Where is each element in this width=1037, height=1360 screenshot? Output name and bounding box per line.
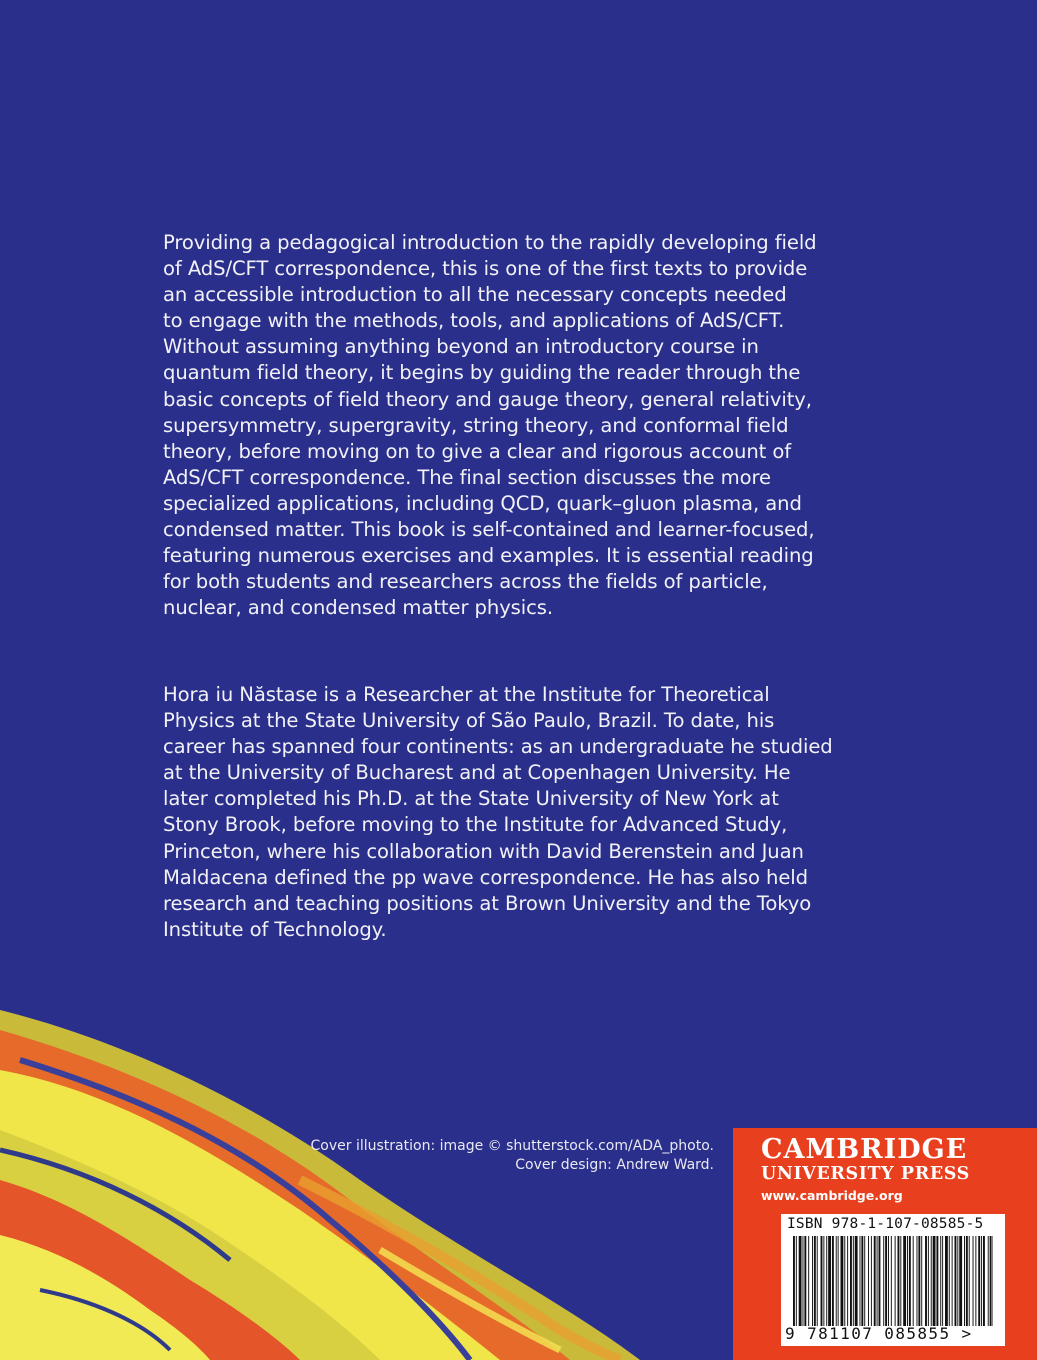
barcode-bar [817, 1236, 818, 1326]
book-description [163, 230, 863, 621]
barcode-bar [983, 1236, 985, 1326]
barcode-bar [959, 1236, 962, 1326]
design-credit: Cover design: Andrew Ward. [515, 1157, 714, 1173]
barcode-bar [988, 1236, 989, 1326]
barcode-bar [909, 1236, 911, 1326]
barcode-bar [969, 1236, 970, 1326]
description-line: of AdS/CFT correspondence, this is one of the first texts to provide [163, 257, 808, 281]
barcode-bar [900, 1236, 901, 1326]
bio-line: Stony Brook, before moving to the Institute for Advanced Study, [163, 813, 788, 837]
bio-line: Maldacena defined the pp wave correspondence. He has also held [163, 865, 808, 889]
description-line: Providing a pedagogical introduction to the rapidly developing field [163, 231, 817, 254]
barcode-bar [936, 1236, 938, 1326]
description-line: supersymmetry, supergravity, string theory, and conformal field [163, 413, 789, 437]
barcode-bar [928, 1236, 929, 1326]
barcode-bar [838, 1236, 839, 1326]
barcode-bar [871, 1236, 872, 1326]
barcode-bar [891, 1236, 892, 1326]
description-line: to engage with the methods, tools, and applications of AdS/CFT. [163, 309, 785, 333]
barcode-bar [933, 1236, 936, 1326]
barcode-bar [828, 1236, 831, 1326]
barcode-bar [945, 1236, 948, 1326]
barcode-bar [814, 1236, 816, 1326]
publisher-subtitle: UNIVERSITY PRESS [761, 1164, 970, 1184]
bio-line: Hora iu Năstase is a Researcher at the Institute for Theoretical [163, 683, 770, 706]
barcode-bar [826, 1236, 827, 1326]
description-line: theory, before moving on to give a clear and rigorous account of [163, 439, 792, 463]
barcode-bar [853, 1236, 854, 1326]
description-line: Without assuming anything beyond an introductory course in [163, 335, 759, 359]
barcode-bar [823, 1236, 824, 1326]
barcode-bar [864, 1236, 865, 1326]
barcode-bar [796, 1236, 797, 1326]
barcode-bar [957, 1236, 958, 1326]
barcode-bar [883, 1236, 884, 1326]
illustration-credit: Cover illustration: image © shutterstock.com/ADA_photo. [310, 1138, 714, 1154]
barcode-bar [804, 1236, 806, 1326]
barcode-bar [832, 1236, 834, 1326]
barcode-bar [879, 1236, 881, 1326]
barcode-bar [949, 1236, 950, 1326]
barcode-bar [888, 1236, 889, 1326]
bio-line: at the University of Bucharest and at Copenhagen University. He [163, 761, 791, 785]
bio-line: career has spanned four continents: as an undergraduate he studied [163, 735, 833, 759]
description-line: basic concepts of field theory and gauge theory, general relativity, [163, 387, 812, 411]
barcode-bar [907, 1236, 908, 1326]
barcode-bar [973, 1236, 974, 1326]
barcode-bar [874, 1236, 876, 1326]
description-line: AdS/CFT correspondence. The final section discusses the more [163, 465, 771, 489]
barcode-bar [885, 1236, 887, 1326]
publisher-name: CAMBRIDGE [761, 1134, 968, 1165]
barcode-bar [860, 1236, 861, 1326]
barcode-bar [803, 1236, 804, 1326]
barcode-bars [793, 1236, 993, 1326]
barcode-bar [931, 1236, 932, 1326]
barcode-bar [808, 1236, 809, 1326]
description-line: an accessible introduction to all the necessary concepts needed [163, 283, 787, 307]
barcode-bar [855, 1236, 858, 1326]
barcode-bar [955, 1236, 957, 1326]
barcode-bar [952, 1236, 953, 1326]
description-line: nuclear, and condensed matter physics. [163, 596, 554, 620]
barcode-bar [844, 1236, 845, 1326]
barcode-bar [918, 1236, 920, 1326]
description-line: condensed matter. This book is self-contained and learner-focused, [163, 518, 815, 542]
isbn-text: ISBN 978-1-107-08585-5 [787, 1216, 984, 1232]
bio-line: Institute of Technology. [163, 917, 387, 941]
barcode-bar [925, 1236, 927, 1326]
barcode-bar [942, 1236, 943, 1326]
barcode-bar [913, 1236, 914, 1326]
author-bio [163, 682, 863, 943]
bio-line: Physics at the State University of São Paulo, Brazil. To date, his [163, 709, 775, 733]
barcode-bar [975, 1236, 976, 1326]
description-line: featuring numerous exercises and examples. It is essential reading [163, 544, 814, 568]
barcode-bar [821, 1236, 823, 1326]
barcode-bar [850, 1236, 852, 1326]
barcode-bar [841, 1236, 844, 1326]
barcode-bar [940, 1236, 941, 1326]
cover-credits [311, 1137, 714, 1175]
barcode-bar [993, 1236, 994, 1326]
barcode-bar [898, 1236, 900, 1326]
barcode-bar [799, 1236, 802, 1326]
barcode-bar [861, 1236, 863, 1326]
barcode-bar [981, 1236, 982, 1326]
barcode-bar [868, 1236, 869, 1326]
bio-line: research and teaching positions at Brown University and the Tokyo [163, 891, 812, 915]
barcode-bar [895, 1236, 896, 1326]
bio-line: Princeton, where his collaboration with David Berenstein and Juan [163, 839, 804, 863]
barcode-bar [964, 1236, 965, 1326]
publisher-url: www.cambridge.org [761, 1188, 903, 1203]
barcode-bar [966, 1236, 968, 1326]
description-line: specialized applications, including QCD, quark–gluon plasma, and [163, 491, 802, 515]
barcode-bar [990, 1236, 992, 1326]
barcode-bar [812, 1236, 813, 1326]
bio-line: later completed his Ph.D. at the State University of New York at [163, 787, 779, 811]
barcode-bar [847, 1236, 848, 1326]
barcode-bar [903, 1236, 906, 1326]
description-line: quantum field theory, it begins by guiding the reader through the [163, 361, 801, 385]
barcode-bar [836, 1236, 837, 1326]
barcode-label [781, 1214, 1005, 1346]
barcode-bar [793, 1236, 795, 1326]
barcode-digits: 9 781107 085855 > [785, 1324, 973, 1343]
barcode-bar [978, 1236, 980, 1326]
barcode-bar [921, 1236, 922, 1326]
barcode-bar [917, 1236, 918, 1326]
description-line: for both students and researchers across the fields of particle, [163, 570, 768, 594]
barcode-bar [877, 1236, 878, 1326]
publisher-panel [733, 1128, 1037, 1360]
